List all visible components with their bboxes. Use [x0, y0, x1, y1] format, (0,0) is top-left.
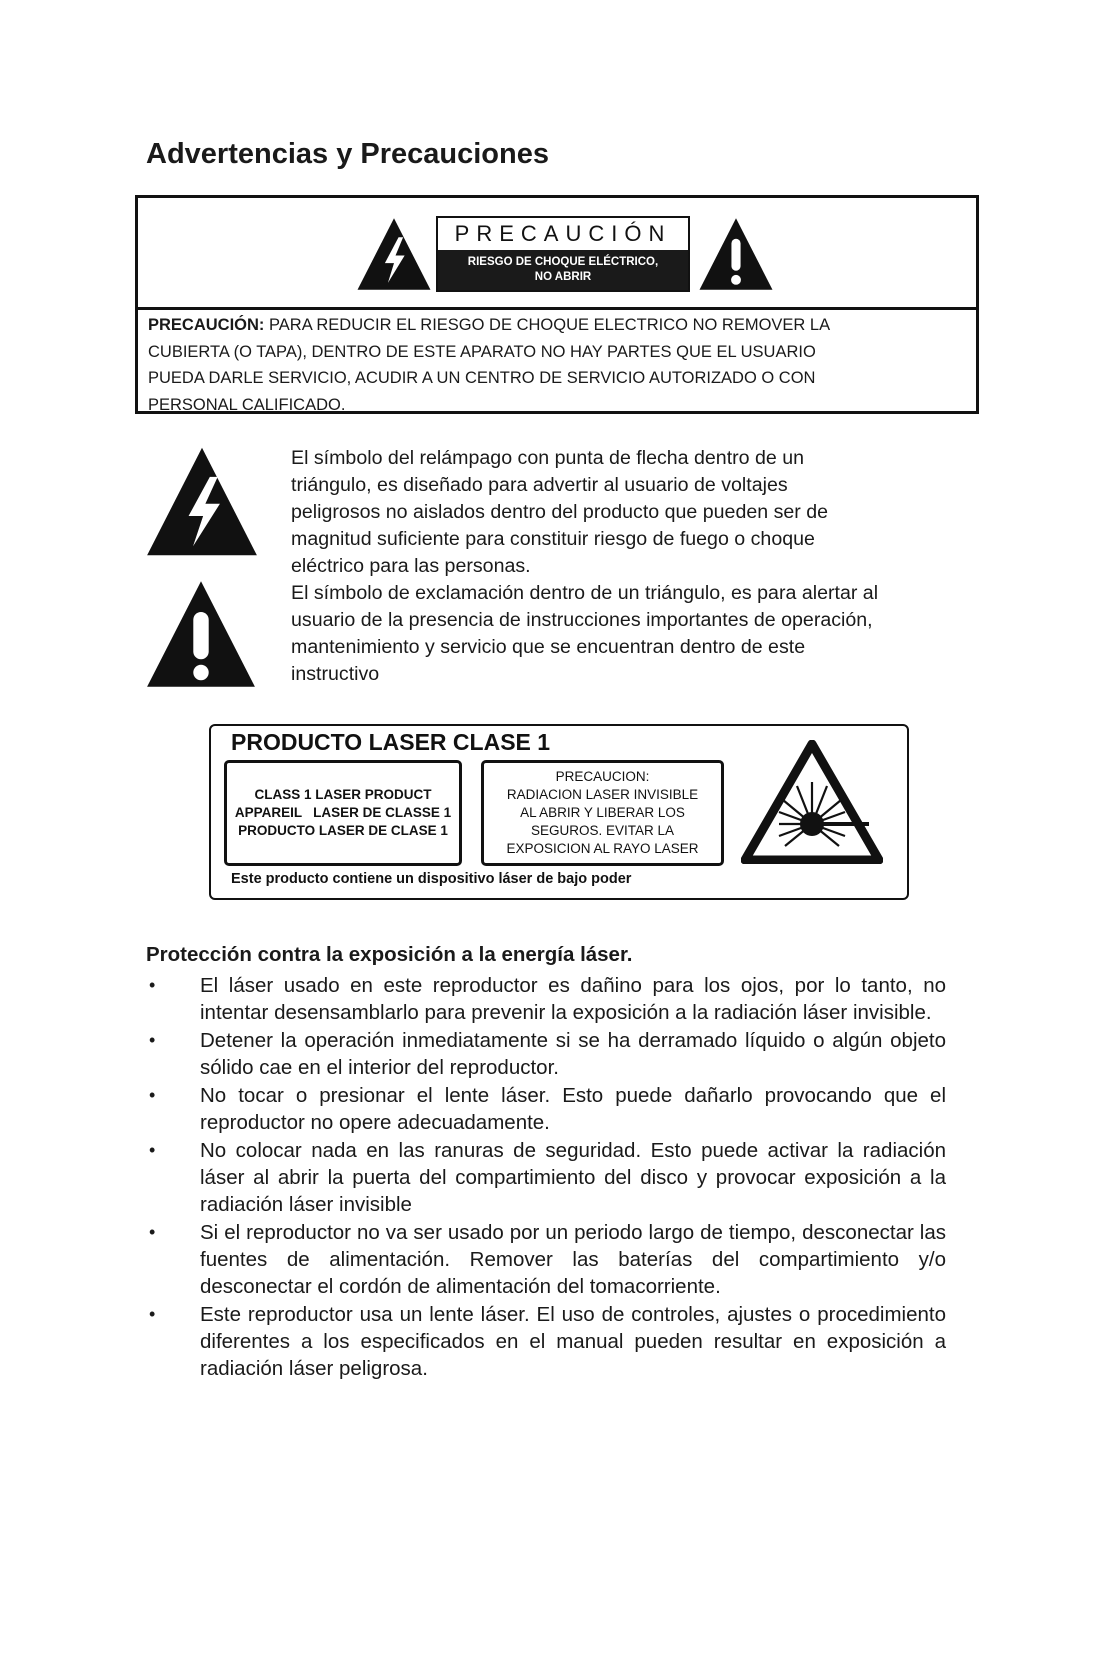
- caution-text: [148, 312, 968, 418]
- bullet-icon: •: [149, 1222, 156, 1242]
- bullet-icon: •: [149, 1030, 156, 1050]
- laser-warning-line: EXPOSICION AL RAYO LASER: [506, 841, 699, 856]
- exclamation-triangle-icon: [146, 578, 256, 695]
- caution-label-title: PRECAUCIÓN: [454, 221, 672, 246]
- page-title: Advertencias y Precauciones: [146, 138, 549, 170]
- laser-warning-line: PRECAUCION:: [555, 769, 650, 784]
- caution-text-line1: PARA REDUCIR EL RIESGO DE CHOQUE ELECTRICO NO REMOVER LA: [264, 316, 831, 334]
- laser-product-label: [209, 724, 909, 900]
- laser-note: Este producto contiene un dispositivo láser de bajo poder: [231, 871, 632, 887]
- caution-label-line1: RIESGO DE CHOQUE ELÉCTRICO,: [467, 256, 659, 268]
- caution-header: [138, 198, 976, 310]
- laser-warning-box: [481, 760, 724, 866]
- caution-label: [436, 216, 690, 292]
- list-item-text: No colocar nada en las ranuras de seguridad. Esto puede activar la radiación láser al abrir la puerta del compartimiento del disco y provocar exposición a la radiación láser invisible: [200, 1139, 946, 1216]
- bullet-icon: •: [149, 1140, 156, 1160]
- exclamation-line: usuario de la presencia de instrucciones importantes de operación,: [291, 609, 873, 631]
- lightning-line: El símbolo del relámpago con punta de flecha dentro de un: [291, 447, 805, 469]
- list-item: [146, 1082, 946, 1136]
- lightning-line: peligrosos no aislados dentro del producto que pueden ser de: [291, 501, 829, 523]
- list-item-text: Detener la operación inmediatamente si se ha derramado líquido o algún objeto sólido cae en el interior del reproductor.: [200, 1029, 946, 1079]
- lightning-line: magnitud suficiente para constituir riesgo de fuego o choque: [291, 528, 815, 550]
- list-item: [146, 1027, 946, 1081]
- caution-text-bold: PRECAUCIÓN:: [148, 316, 265, 334]
- laser-label-title: PRODUCTO LASER CLASE 1: [231, 729, 551, 755]
- list-item-text: Este reproductor usa un lente láser. El uso de controles, ajustes o procedimiento diferentes a los especificados en el manual pueden resultar en exposición a radiación láser peligrosa.: [200, 1303, 946, 1380]
- list-item: [146, 1301, 946, 1382]
- caution-text-line2: CUBIERTA (O TAPA), DENTRO DE ESTE APARATO NO HAY PARTES QUE EL USUARIO: [148, 342, 816, 361]
- caution-text-line4: PERSONAL CALIFICADO.: [148, 395, 346, 414]
- caution-text-line3: PUEDA DARLE SERVICIO, ACUDIR A UN CENTRO DE SERVICIO AUTORIZADO O CON: [148, 369, 816, 387]
- caution-box: [135, 195, 979, 414]
- caution-label-line2: NO ABRIR: [534, 271, 592, 283]
- laser-warning-line: RADIACION LASER INVISIBLE: [506, 787, 699, 802]
- list-item: [146, 1219, 946, 1300]
- lightning-explanation: [291, 445, 991, 688]
- protection-list: [146, 972, 946, 1383]
- list-item-text: El láser usado en este reproductor es dañino para los ojos, por lo tanto, no intentar desensamblarlo para prevenir la exposición a la radiación láser invisible.: [200, 974, 946, 1024]
- laser-warning-line: SEGUROS. EVITAR LA: [530, 823, 675, 838]
- laser-class-line: APPAREIL LASER DE CLASSE 1: [234, 805, 452, 820]
- laser-class-line: CLASS 1 LASER PRODUCT: [254, 787, 432, 802]
- lightning-triangle-icon: [356, 216, 432, 292]
- list-item: [146, 972, 946, 1026]
- exclamation-line: El símbolo de exclamación dentro de un triángulo, es para alertar al: [291, 582, 879, 604]
- exclamation-line: mantenimiento y servicio que se encuentran dentro de este: [291, 636, 806, 658]
- laser-class-line: PRODUCTO LASER DE CLASE 1: [238, 823, 448, 838]
- laser-class-box: [224, 760, 462, 866]
- protection-heading: Protección contra la exposición a la energía láser.: [146, 943, 633, 966]
- lightning-triangle-icon: [146, 444, 258, 564]
- bullet-icon: •: [149, 1304, 156, 1324]
- laser-radiation-icon: [741, 740, 883, 869]
- bullet-icon: •: [149, 1085, 156, 1105]
- exclamation-line: instructivo: [291, 663, 380, 685]
- lightning-line: triángulo, es diseñado para advertir al usuario de voltajes: [291, 474, 788, 496]
- list-item-text: Si el reproductor no va ser usado por un periodo largo de tiempo, desconectar las fuentes de alimentación. Remover las baterías del compartimiento y/o desconectar el cordón de alimentación del tomacorriente.: [200, 1221, 946, 1298]
- laser-warning-line: AL ABRIR Y LIBERAR LOS: [520, 805, 685, 820]
- exclamation-triangle-icon: [698, 216, 774, 292]
- caution-label-band: [438, 250, 688, 290]
- list-item-text: No tocar o presionar el lente láser. Esto puede dañarlo provocando que el reproductor no opere adecuadamente.: [200, 1084, 946, 1134]
- list-item: [146, 1137, 946, 1218]
- bullet-icon: •: [149, 975, 156, 995]
- lightning-line: eléctrico para las personas.: [291, 555, 531, 577]
